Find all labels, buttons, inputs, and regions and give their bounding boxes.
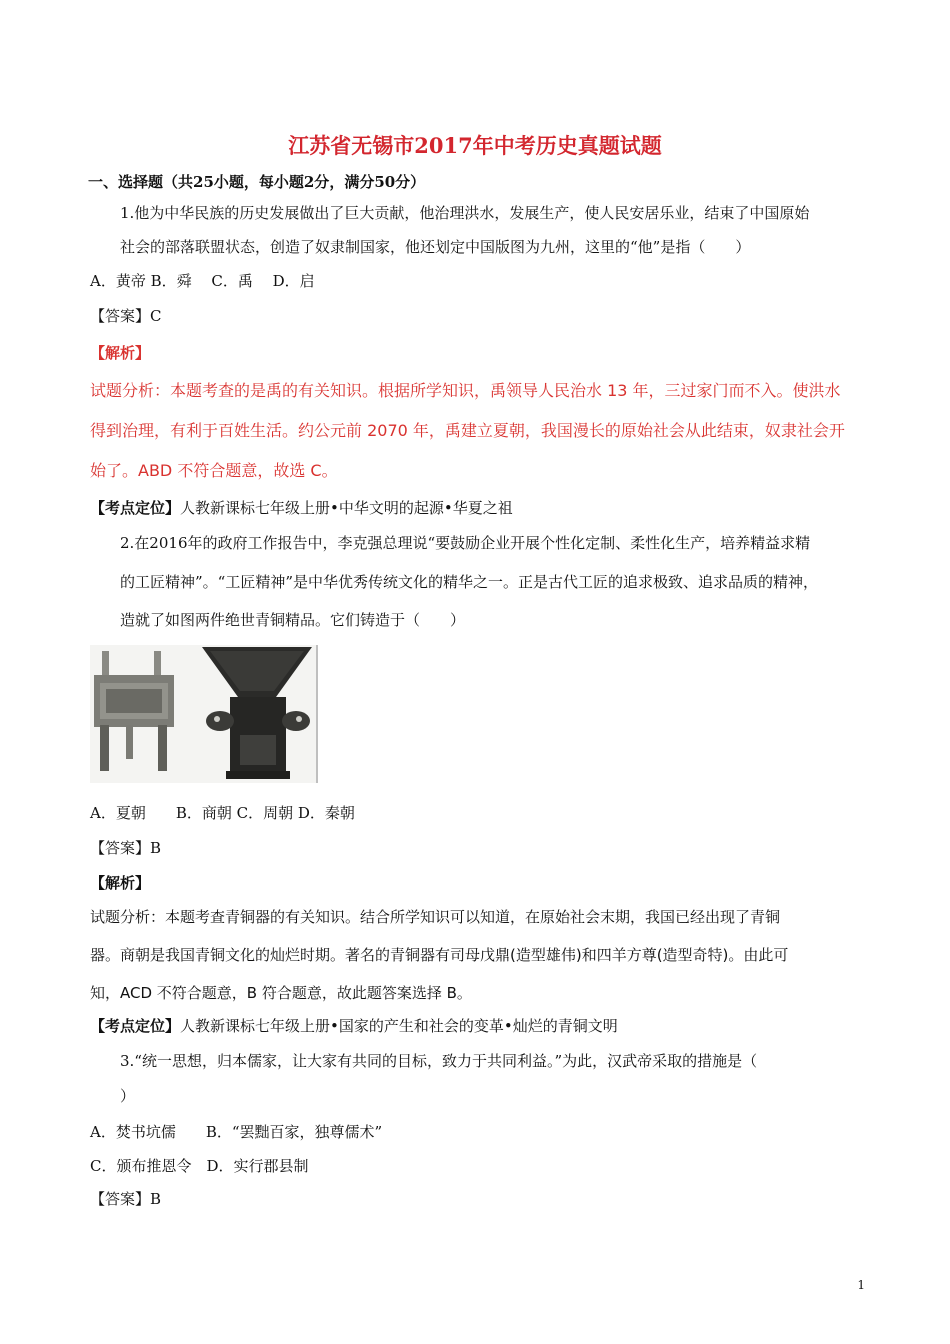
- q2-stem-line2: 的工匠精神”。“工匠精神”是中华优秀传统文化的精华之一。正是古代工匠的追求极致、追求品质的精神，: [120, 573, 819, 591]
- bronze-vessels-illustration: [90, 645, 316, 783]
- page-number: 1: [857, 1278, 865, 1292]
- bronze-vessels-image: [90, 645, 318, 783]
- q2-answer: 【答案】B: [90, 839, 162, 857]
- q1-options: A．黄帝 B．舜 C．禹 D．启: [90, 272, 315, 290]
- q1-answer: 【答案】C: [90, 307, 162, 325]
- q2-stem-line3: 造就了如图两件绝世青铜精品。它们铸造于（ ）: [120, 611, 466, 629]
- q2-analysis-line1: 试题分析：本题考查青铜器的有关知识。结合所学知识可以知道，在原始社会末期，我国已经出现了青铜: [90, 908, 781, 926]
- q1-analysis-label: 【解析】: [90, 344, 151, 362]
- q1-analysis-line1: 试题分析：本题考查的是禹的有关知识。根据所学知识，禹领导人民治水 13 年，三过家门而不入。使洪水: [90, 381, 841, 400]
- q2-analysis-line3: 知，ACD 不符合题意，B 符合题意，故此题答案选择 B。: [90, 984, 472, 1002]
- q2-kaodian-text: 人教新课标七年级上册•国家的产生和社会的变革•灿烂的青铜文明: [180, 1017, 618, 1035]
- q2-stem-line1: 2.在2016年的政府工作报告中，李克强总理说“要鼓励企业开展个性化定制、柔性化生产，培养精益求精: [120, 534, 811, 552]
- q1-stem-line1: 1.他为中华民族的历史发展做出了巨大贡献，他治理洪水，发展生产，使人民安居乐业，结束了中国原始: [120, 204, 810, 222]
- q3-options-cd: C．颁布推恩令 D．实行郡县制: [90, 1157, 309, 1175]
- q3-stem-line2: ）: [120, 1087, 136, 1105]
- q1-analysis-line3: 始了。ABD 不符合题意，故选 C。: [90, 461, 338, 480]
- q3-answer: 【答案】B: [90, 1190, 162, 1208]
- q3-options-ab: A．焚书坑儒 B．“罢黜百家，独尊儒术”: [90, 1123, 383, 1141]
- q3-stem-line1: 3.“统一思想，归本儒家，让大家有共同的目标，致力于共同利益。”为此，汉武帝采取的措施是（: [120, 1052, 758, 1070]
- q2-analysis-label: 【解析】: [90, 874, 151, 892]
- q1-analysis-line2: 得到治理，有利于百姓生活。约公元前 2070 年，禹建立夏朝，我国漫长的原始社会从此结束，奴隶社会开: [90, 421, 845, 440]
- q2-analysis-line2: 器。商朝是我国青铜文化的灿烂时期。著名的青铜器有司母戊鼎(造型雄伟)和四羊方尊(造型奇特)。由此可: [90, 946, 789, 964]
- q2-kaodian-label: 【考点定位】: [90, 1017, 181, 1035]
- q1-stem-line2: 社会的部落联盟状态，创造了奴隶制国家，他还划定中国版图为九州，这里的“他”是指（ ）: [120, 238, 751, 256]
- q1-kaodian: [90, 498, 513, 518]
- q1-kaodian-label: 【考点定位】: [90, 499, 181, 517]
- q1-kaodian-text: 人教新课标七年级上册•中华文明的起源•华夏之祖: [180, 499, 513, 517]
- q2-options: A．夏朝 B．商朝 C．周朝 D．秦朝: [90, 804, 355, 822]
- page-title: 江苏省无锡市2017年中考历史真题试题: [288, 133, 662, 158]
- section-heading: 一、选择题（共25小题，每小题2分，满分50分）: [88, 173, 426, 191]
- q2-kaodian: [90, 1016, 618, 1036]
